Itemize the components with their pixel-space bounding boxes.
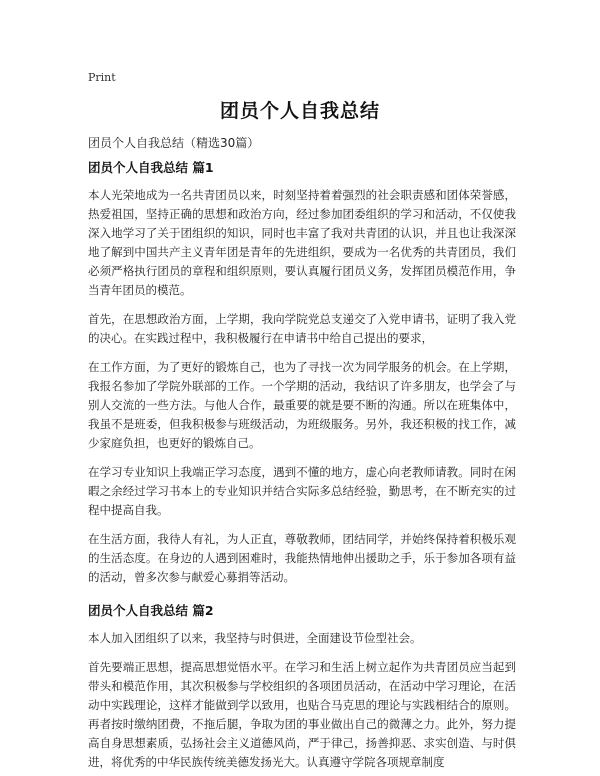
section-heading: 团员个人自我总结 篇1 <box>88 160 214 175</box>
page-title: 团员个人自我总结 <box>219 100 380 122</box>
paragraph: 本人光荣地成为一名共青团员以来，时刻坚持着着强烈的社会职责感和团体荣誉感，热爱祖国，坚持正确的思想和政治方向，经过参加团委组织的学习和活动，不仅使我深入地学习了关于团组织的知识，同时也丰富了我对共青团的认识，并且也让我深深地了解到中国共产主义青年团是青年的先进组织，要成为一名优秀的共青团员，我们必须严格执行团员的章程和组织原则，要认真履行团员义务，发挥团员模范作用，争当青年团员的模范。 <box>88 188 516 297</box>
paragraph: 本人加入团组织了以来，我坚持与时俱进，全面建设节俭型社会。 <box>88 631 422 645</box>
paragraph: 在学习专业知识上我端正学习态度，遇到不懂的地方，虚心向老教师请教。同时在闲暇之余经过学习书本上的专业知识并结合实际多总结经验，勤思考，在不断充实的过程中提高自我。 <box>88 465 516 517</box>
paragraph: 首先要端正思想，提高思想觉悟水平。在学习和生活上树立起作为共青团员应当起到带头和模范作用，其次积极参与学校组织的各项团员活动，在活动中学习理论，在活动中实践理论，这样才能做到学以致用，也贴合马克思的理论与实践相结合的原则。再者按时缴纳团费，不拖后腿，争取为团的事业做出自己的微薄之力。此外，努力提高自身思想素质，弘扬社会主义道德风尚，严于律己，扬善抑恶、求实创造、与时俱进，将优秀的中华民族传统美德发扬光大。认真遵守学院各项规章制度 <box>88 660 516 769</box>
print-link[interactable]: Print <box>88 71 116 84</box>
paragraph: 在工作方面，为了更好的锻炼自己，也为了寻找一次为同学服务的机会。在上学期，我报名参加了学院外联部的工作。一个学期的活动，我结识了许多朋友，也学会了与别人交流的一些方法。与他人合作，最重要的就是要不断的沟通。所以在班集体中，我虽不是班委，但我积极参与班级活动，为班级服务。另外，我还积极的找工作，减少家庭负担，也更好的锻炼自己。 <box>88 360 516 450</box>
paragraph: 在生活方面，我待人有礼，为人正直，尊敬教师，团结同学，并始终保持着积极乐观的生活态度。在身边的人遇到困难时，我能热情地伸出援助之手，乐于参加各项有益的活动，曾多次参与献爱心募捐等活动。 <box>88 532 516 584</box>
article-content <box>88 158 516 776</box>
paragraph: 首先，在思想政治方面，上学期，我向学院党总支递交了入党申请书，证明了我入党的决心。在实践过程中，我积极履行在申请书中给自己提出的要求， <box>88 312 516 345</box>
section-2 <box>88 601 516 772</box>
section-1 <box>88 158 516 587</box>
document-subtitle: 团员个人自我总结（精选30篇） <box>88 136 260 150</box>
section-heading: 团员个人自我总结 篇2 <box>88 603 214 618</box>
